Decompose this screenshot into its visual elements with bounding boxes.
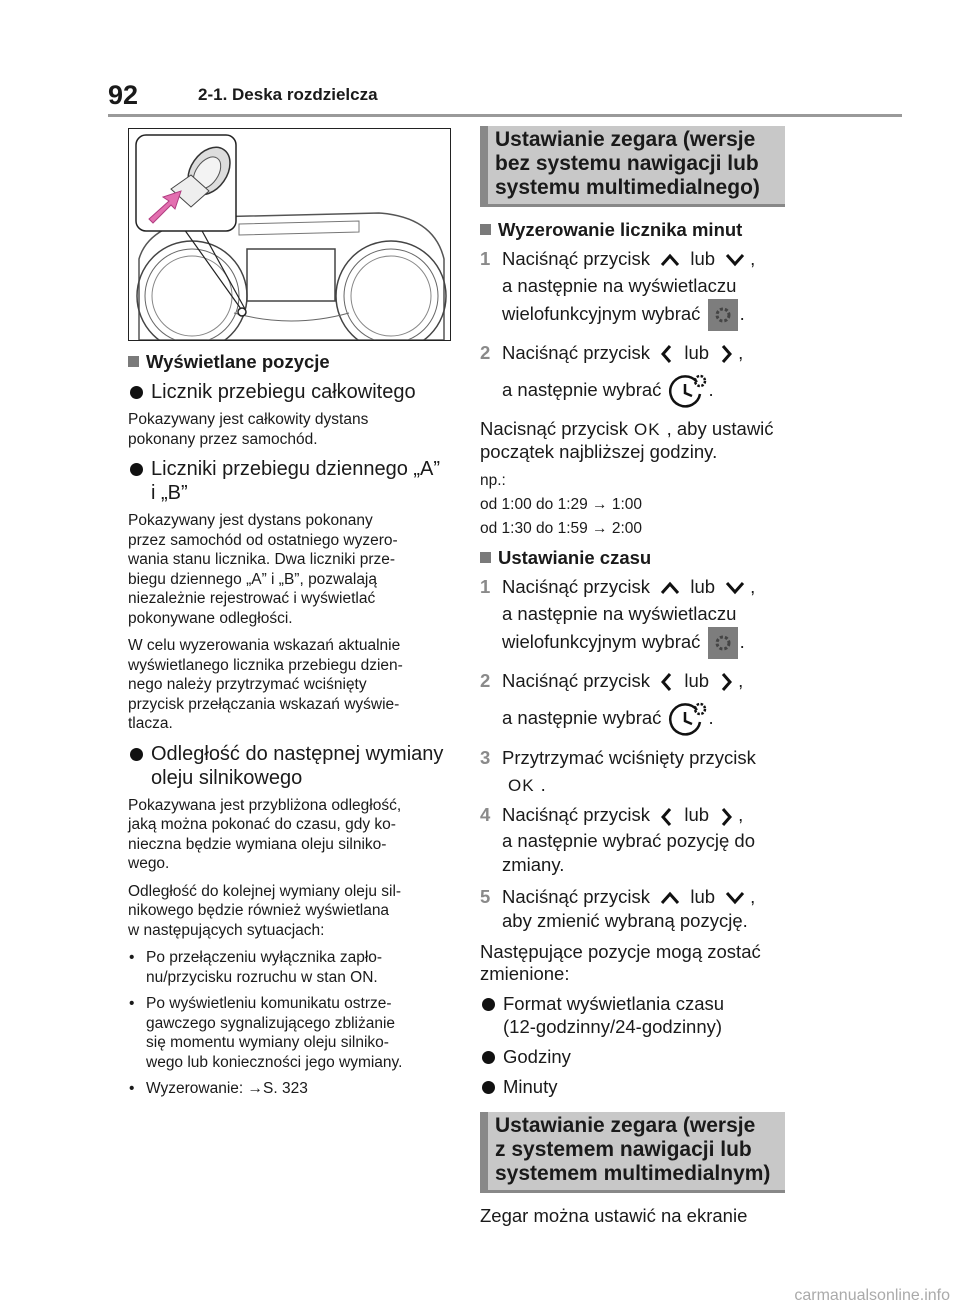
odometer-description: Pokazywany jest całkowity dystans pokonany przez samochód. <box>128 411 369 448</box>
time-step-4: 4 Naciśnąć przycisk lub , a następnie wybrać pozycję do zmiany. <box>480 804 755 875</box>
time-step-2: 2 Naciśnąć przycisk lub , a następnie wybrać . <box>480 667 805 738</box>
ok-button-icon: OK <box>508 776 535 796</box>
oil-distance-description: Pokazywana jest przybliżona odległość, jaką można pokonać do czasu, gdy ko- nieczna będzie wymiana oleju silniko- wego. <box>128 796 402 872</box>
list-item: • Po wyświetleniu komunikatu ostrze- gawczego sygnalizującego zbliżanie się momentu wymiany oleju silniko- wego lub konieczności jego wymiany. <box>128 994 453 1072</box>
header-rule <box>108 114 902 117</box>
clock-section-box-with-nav: Ustawianie zegara (wersje z systemem nawigacji lub systemem multimedialnym) <box>480 1112 785 1193</box>
chevron-left-icon <box>655 805 679 829</box>
clock-section-box-no-nav: Ustawianie zegara (wersje bez systemu nawigacji lub systemu multimedialnego) <box>480 126 785 207</box>
list-item: • Po przełączeniu wyłącznika zapło- nu/przycisku rozruchu w stan ON. <box>128 948 453 987</box>
example-1: od 1:00 do 1:29 → 1:00 <box>480 496 643 514</box>
chevron-down-icon <box>720 250 750 270</box>
last-paragraph: Zegar można ustawić na ekranie <box>480 1204 748 1226</box>
settings-gear-icon <box>708 299 738 331</box>
bullet-odometer: Licznik przebiegu całkowitego <box>128 380 453 404</box>
reset-step-2: 2 Naciśnąć przycisk lub , a następnie wybrać . <box>480 339 805 410</box>
chevron-down-icon <box>720 888 750 908</box>
settings-gear-icon <box>708 627 738 659</box>
section-heading-displayed-items: Wyświetlane pozycje <box>128 351 453 373</box>
chevron-right-icon <box>714 342 738 366</box>
left-column <box>128 128 453 1106</box>
chevron-left-icon <box>655 342 679 366</box>
bullet-time-format: Format wyświetlania czasu (12-godzinny/24-godzinny) <box>480 992 805 1038</box>
time-step-1: 1 Naciśnąć przycisk lub , a następnie na wyświetlaczu wielofunkcyjnym wybrać . <box>480 573 805 659</box>
bullet-hours: Godziny <box>480 1045 805 1068</box>
watermark: carmanualsonline.info <box>794 1287 950 1304</box>
right-column <box>480 126 805 1233</box>
example-2: od 1:30 do 1:59 → 2:00 <box>480 520 643 538</box>
ok-instruction: Nacisnąć przycisk OK , aby ustawić początek najbliższej godziny. <box>480 418 774 463</box>
section-heading-reset-minutes: Wyzerowanie licznika minut <box>480 219 805 241</box>
chevron-right-icon <box>714 805 738 829</box>
instrument-cluster-illustration <box>129 129 450 340</box>
trip-meters-description: Pokazywany jest dystans pokonany przez samochód od ostatniego wyzero- wania stanu licznika. Dwa liczniki prze- biegu dziennego „A” i „B”, pozwalają niezależnie rejestrować i wyświetlać pokonywane odległości. <box>128 512 398 627</box>
time-step-3: 3 Przytrzymać wciśnięty przycisk OK . <box>480 744 805 799</box>
example-label: np.: <box>480 472 506 490</box>
bullet-minutes: Minuty <box>480 1075 805 1098</box>
chevron-right-icon <box>714 670 738 694</box>
section-heading-set-time: Ustawianie czasu <box>480 547 805 569</box>
clock-settings-icon <box>667 372 709 410</box>
chevron-up-icon <box>655 578 685 598</box>
list-item-page-reference[interactable]: • Wyzerowanie: →S. 323 <box>128 1079 453 1099</box>
square-marker-icon <box>128 356 139 367</box>
ok-button-icon: OK <box>634 420 661 440</box>
instrument-cluster-figure <box>128 128 451 341</box>
bullet-oil-change-distance: Odległość do następnej wymiany oleju silnikowego <box>128 742 453 790</box>
section-title: 2-1. Deska rozdzielcza <box>198 85 378 104</box>
bullet-trip-meters: Liczniki przebiegu dziennego „A” i „B” <box>128 457 453 505</box>
square-marker-icon <box>480 224 491 235</box>
chevron-up-icon <box>655 250 685 270</box>
chevron-left-icon <box>655 670 679 694</box>
chevron-down-icon <box>720 578 750 598</box>
trip-meters-reset-note: W celu wyzerowania wskazań aktualnie wyświetlanego licznika przebiegu dzien- nego należy przytrzymać wciśnięty przycisk przełączania wskazań wyświe- tlacza. <box>128 637 403 732</box>
time-step-5: 5 Naciśnąć przycisk lub , aby zmienić wybraną pozycję. <box>480 885 756 931</box>
reset-step-1: 1 Naciśnąć przycisk lub , a następnie na wyświetlaczu wielofunkcyjnym wybrać . <box>480 245 805 331</box>
oil-distance-situations: Odległość do kolejnej wymiany oleju sil- nikowego będzie również wyświetlana w następujących sytuacjach: <box>128 882 402 939</box>
square-marker-icon <box>480 552 491 563</box>
clock-settings-icon <box>667 700 709 738</box>
chevron-up-icon <box>655 888 685 908</box>
changeable-items-intro: Następujące pozycje mogą zostać zmienione: <box>480 940 761 984</box>
page-number: 92 <box>108 80 139 110</box>
